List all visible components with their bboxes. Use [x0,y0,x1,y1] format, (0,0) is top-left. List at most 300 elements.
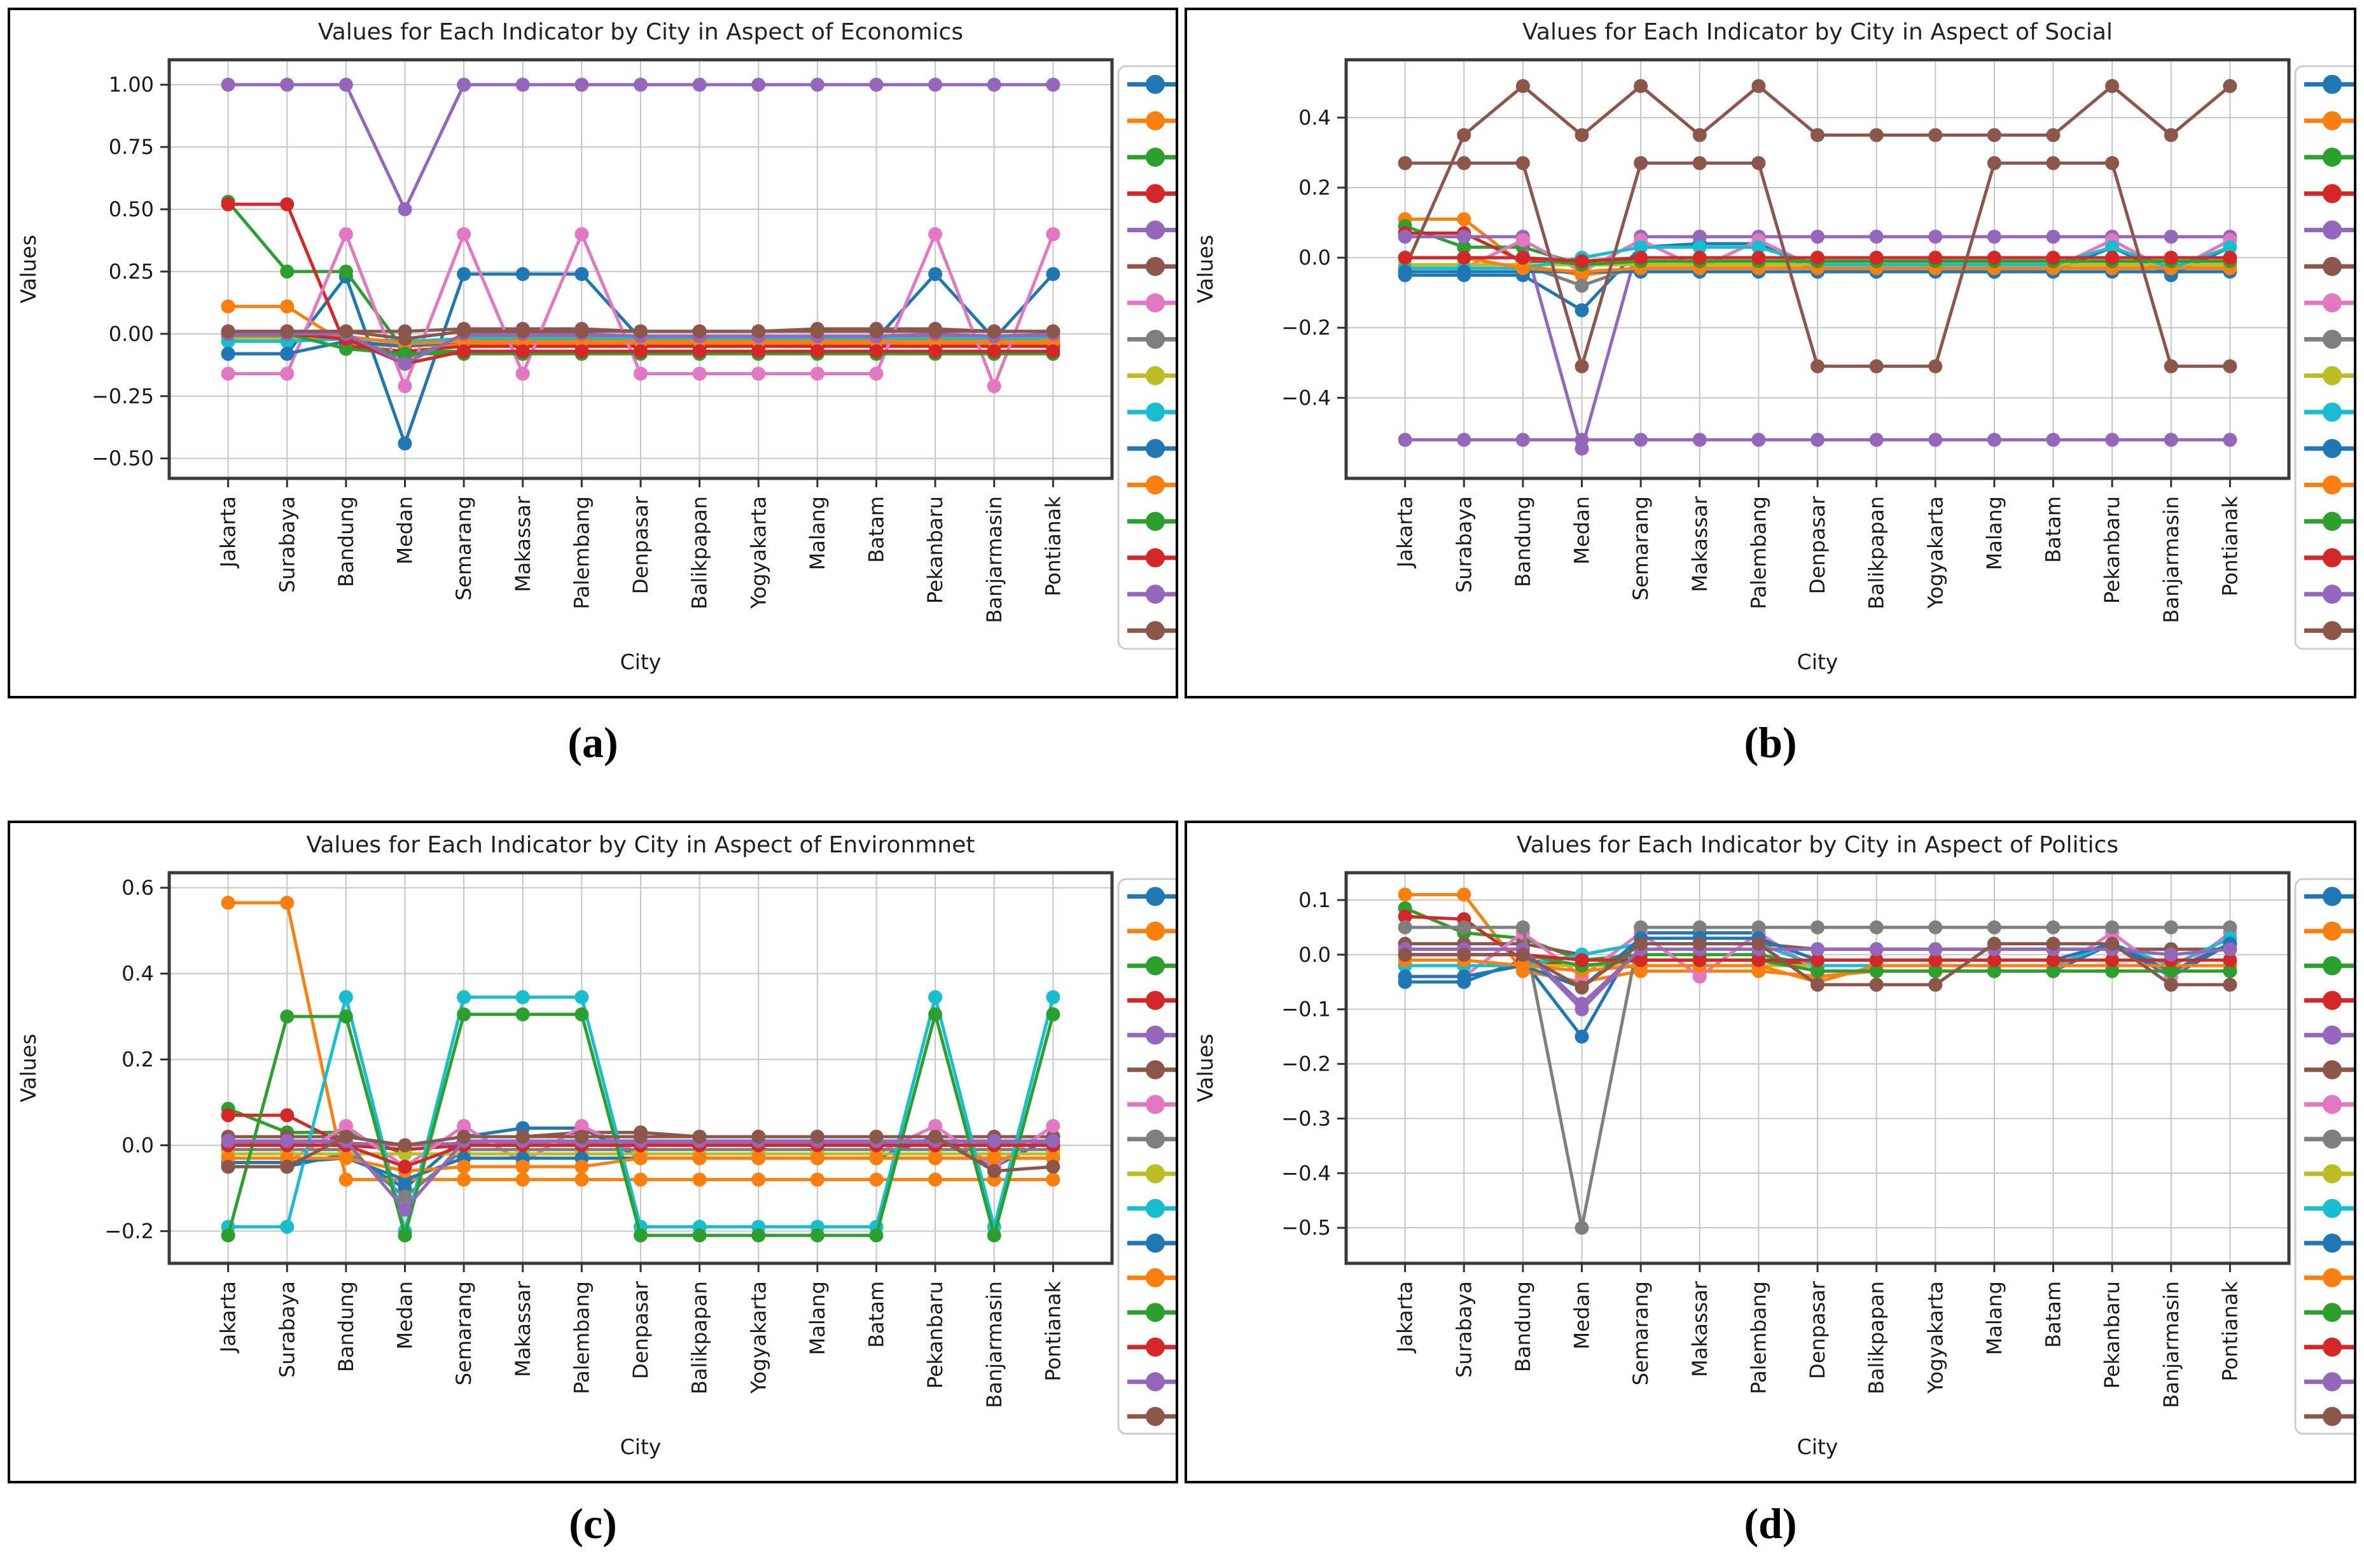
series-marker-indicator-08 [2105,920,2119,934]
series-marker-indicator-16 [987,324,1001,338]
series-marker-indicator-16 [693,1130,707,1144]
caption-b: (b) [1744,718,1797,767]
series-marker-indicator-06 [1693,128,1707,142]
series-marker-indicator-06 [1928,128,1942,142]
series-marker-indicator-08 [1987,920,2001,934]
legend-marker-indicator-15 [2323,585,2342,604]
series-marker-indicator-13 [693,1228,707,1242]
legend-marker-indicator-02 [1146,922,1165,941]
series-marker-indicator-16 [928,1130,942,1144]
series-marker-indicator-06 [1870,128,1884,142]
series-marker-indicator-14 [398,1160,412,1174]
xtick-label: Bandung [333,496,358,588]
chart-title: Values for Each Indicator by City in Aspect of Economics [317,19,964,45]
series-marker-indicator-16 [1987,156,2001,170]
ytick-label: 0.4 [1298,105,1331,130]
xtick-label: Denpasar [629,496,653,594]
series-marker-indicator-13 [810,1228,824,1242]
series-marker-indicator-07 [398,379,412,393]
series-marker-indicator-16 [2047,156,2061,170]
series-marker-indicator-05 [1811,230,1825,244]
legend-marker-indicator-04 [2323,991,2342,1010]
legend-marker-indicator-10 [2323,1199,2342,1218]
series-marker-indicator-13 [398,1228,412,1242]
series-marker-indicator-16 [339,1130,353,1144]
legend-marker-indicator-04 [1146,991,1165,1010]
series-marker-indicator-16 [574,1130,588,1144]
legend-marker-indicator-05 [2323,1025,2342,1044]
series-marker-indicator-14 [574,344,588,358]
series-marker-indicator-14 [1516,251,1530,265]
legend-marker-indicator-12 [1146,475,1165,494]
ytick-label: 0.6 [122,875,154,900]
caption-c: (c) [569,1499,617,1548]
series-marker-indicator-11 [1457,265,1471,279]
series-marker-indicator-15 [2105,433,2119,447]
legend-marker-indicator-02 [2323,922,2342,941]
series-marker-indicator-06 [2105,79,2119,93]
series-marker-indicator-16 [280,1160,294,1174]
series-marker-indicator-05 [1398,230,1412,244]
xtick-label: Palembang [1746,496,1771,609]
legend-marker-indicator-14 [2323,1338,2342,1357]
xtick-label: Yogyakarta [1923,1281,1948,1394]
legend-marker-indicator-05 [2323,221,2342,240]
legend-marker-indicator-10 [1146,1199,1165,1218]
legend-marker-indicator-16 [1146,1407,1165,1426]
legend-marker-indicator-04 [2323,184,2342,203]
series-marker-indicator-01 [1046,267,1060,281]
ytick-label: −0.3 [1281,1106,1331,1131]
xtick-label: Batam [2041,496,2066,563]
series-marker-indicator-03 [280,265,294,279]
series-marker-indicator-06 [1987,128,2001,142]
subplot-economics [8,8,1178,698]
series-marker-indicator-06 [1634,79,1648,93]
series-marker-indicator-15 [1811,942,1825,956]
series-marker-indicator-10 [928,990,942,1004]
xtick-label: Batam [2041,1281,2066,1348]
ytick-label: −0.2 [1281,316,1331,340]
series-marker-indicator-13 [870,1228,884,1242]
xtick-label: Makassar [1687,496,1712,592]
caption-a: (a) [567,718,618,767]
xtick-label: Surabaya [275,496,300,593]
series-marker-indicator-12 [457,1160,471,1174]
series-marker-indicator-13 [1046,1008,1060,1022]
chart-environment [10,823,1176,1481]
series-marker-indicator-15 [1811,433,1825,447]
series-marker-indicator-07 [928,227,942,241]
series-marker-indicator-16 [1928,978,1942,992]
series-marker-indicator-16 [574,324,588,338]
series-marker-indicator-14 [1398,251,1412,265]
series-marker-indicator-04 [280,1108,294,1122]
xtick-label: Yogyakarta [746,496,771,609]
xtick-label: Malang [1982,496,2006,571]
xtick-label: Balikpapan [1864,496,1889,609]
series-marker-indicator-14 [751,344,765,358]
xtick-label: Banjarmasin [982,496,1006,623]
xtick-label: Pekanbaru [2100,496,2125,604]
legend-marker-indicator-08 [1146,1130,1165,1149]
series-marker-indicator-07 [339,227,353,241]
series-marker-indicator-15 [1634,433,1648,447]
series-marker-indicator-16 [1870,359,1884,373]
legend-marker-indicator-03 [1146,148,1165,167]
series-marker-indicator-01 [457,267,471,281]
series-marker-indicator-14 [1634,251,1648,265]
legend-marker-indicator-10 [2323,403,2342,422]
series-marker-indicator-16 [2047,937,2061,951]
series-marker-indicator-12 [751,1151,765,1165]
series-marker-indicator-14 [810,344,824,358]
series-marker-indicator-14 [2047,251,2061,265]
legend-marker-indicator-06 [2323,1060,2342,1079]
legend-marker-indicator-14 [1146,548,1165,567]
series-marker-indicator-05 [221,78,235,92]
series-marker-indicator-14 [2164,251,2178,265]
series-marker-indicator-16 [1398,948,1412,962]
chart-title: Values for Each Indicator by City in Aspect of Environmnet [306,832,975,858]
series-marker-indicator-14 [634,344,648,358]
series-marker-indicator-16 [1516,156,1530,170]
series-marker-indicator-14 [1046,344,1060,358]
series-marker-indicator-02 [810,1172,824,1186]
legend-marker-indicator-08 [2323,330,2342,349]
legend-marker-indicator-01 [1146,887,1165,906]
series-marker-indicator-16 [2164,978,2178,992]
xtick-label: Pekanbaru [923,496,948,604]
series-marker-indicator-05 [634,78,648,92]
xtick-label: Pontianak [1041,1281,1066,1382]
xtick-label: Denpasar [1805,1281,1830,1379]
xtick-label: Semarang [452,496,476,601]
xtick-label: Bandung [1510,1281,1535,1373]
series-marker-indicator-08 [1928,920,1942,934]
xtick-label: Jakarta [1393,1281,1417,1352]
series-marker-indicator-15 [2223,942,2237,956]
series-marker-indicator-05 [2164,230,2178,244]
xtick-label: Balikpapan [687,1281,712,1394]
legend-marker-indicator-01 [2323,887,2342,906]
series-marker-indicator-01 [398,436,412,450]
legend-marker-indicator-11 [2323,1233,2342,1252]
xtick-label: Semarang [1629,1281,1653,1386]
legend-marker-indicator-16 [2323,1407,2342,1426]
legend-marker-indicator-04 [1146,184,1165,203]
series-marker-indicator-05 [339,78,353,92]
series-marker-indicator-15 [398,357,412,371]
legend-marker-indicator-15 [1146,1372,1165,1391]
series-marker-indicator-10 [1046,990,1060,1004]
series-marker-indicator-07 [221,367,235,381]
series-marker-indicator-14 [870,344,884,358]
series-marker-indicator-07 [810,367,824,381]
legend-marker-indicator-15 [1146,585,1165,604]
ytick-label: 1.00 [108,73,154,97]
series-marker-indicator-12 [987,1151,1001,1165]
series-marker-indicator-15 [1457,433,1471,447]
series-marker-indicator-16 [1634,156,1648,170]
series-marker-indicator-07 [634,367,648,381]
series-marker-indicator-06 [2047,128,2061,142]
xtick-label: Makassar [510,496,535,592]
yaxis-label: Values [1193,235,1218,303]
legend-marker-indicator-09 [1146,1164,1165,1183]
legend-marker-indicator-06 [1146,1060,1165,1079]
series-marker-indicator-16 [693,324,707,338]
legend-marker-indicator-08 [1146,330,1165,349]
legend-marker-indicator-02 [2323,111,2342,130]
xtick-label: Pontianak [2218,496,2242,597]
legend-marker-indicator-07 [2323,293,2342,312]
series-marker-indicator-02 [221,896,235,910]
xtick-label: Bandung [333,1281,358,1373]
series-marker-indicator-16 [1751,937,1765,951]
series-marker-indicator-16 [870,1130,884,1144]
xtick-label: Pekanbaru [2100,1281,2125,1389]
series-marker-indicator-12 [574,1160,588,1174]
series-marker-indicator-05 [516,78,530,92]
series-marker-indicator-08 [1575,279,1589,293]
ytick-label: −0.2 [1281,1051,1331,1076]
xtick-label: Surabaya [275,1281,300,1378]
series-marker-indicator-07 [1046,227,1060,241]
series-marker-indicator-16 [810,324,824,338]
ytick-label: −0.4 [1281,385,1331,410]
legend-marker-indicator-16 [2323,621,2342,640]
series-marker-indicator-15 [280,1134,294,1148]
series-marker-indicator-15 [1928,433,1942,447]
series-marker-indicator-16 [221,1160,235,1174]
series-marker-indicator-16 [398,1138,412,1152]
series-marker-indicator-02 [516,1172,530,1186]
series-marker-indicator-08 [2047,920,2061,934]
legend-marker-indicator-10 [1146,403,1165,422]
legend-marker-indicator-07 [2323,1095,2342,1114]
series-marker-indicator-14 [1811,251,1825,265]
legend-marker-indicator-11 [2323,439,2342,458]
series-marker-indicator-16 [1516,948,1530,962]
ytick-label: −0.4 [1281,1161,1331,1186]
series-marker-indicator-02 [1457,212,1471,226]
series-marker-indicator-11 [1398,265,1412,279]
ytick-label: −0.2 [104,1219,154,1244]
legend-marker-indicator-12 [1146,1268,1165,1287]
xtick-label: Bandung [1510,496,1535,588]
series-marker-indicator-15 [1046,1134,1060,1148]
series-marker-indicator-16 [1457,948,1471,962]
series-marker-indicator-12 [693,1151,707,1165]
series-marker-indicator-15 [1575,997,1589,1011]
series-marker-indicator-15 [1398,433,1412,447]
legend-marker-indicator-02 [1146,111,1165,130]
xtick-label: Pekanbaru [923,1281,948,1389]
ytick-label: −0.50 [91,446,154,471]
series-marker-indicator-05 [751,78,765,92]
xtick-label: Denpasar [1805,496,1830,594]
xtick-label: Batam [864,496,889,563]
xtick-label: Batam [864,1281,889,1348]
series-marker-indicator-16 [339,324,353,338]
series-marker-indicator-16 [1046,324,1060,338]
legend-marker-indicator-03 [2323,148,2342,167]
series-marker-indicator-12 [810,1151,824,1165]
ytick-label: 0.2 [1298,175,1331,200]
series-marker-indicator-08 [1516,920,1530,934]
chart-title: Values for Each Indicator by City in Aspect of Politics [1516,832,2119,858]
yaxis-label: Values [16,235,41,303]
series-marker-indicator-05 [1987,230,2001,244]
series-marker-indicator-08 [1457,920,1471,934]
series-marker-indicator-12 [516,1160,530,1174]
series-marker-indicator-14 [457,344,471,358]
ytick-label: 0.00 [108,321,154,346]
series-marker-indicator-07 [987,379,1001,393]
series-marker-indicator-16 [1751,156,1765,170]
series-marker-indicator-07 [693,367,707,381]
xtick-label: Balikpapan [687,496,712,609]
legend-marker-indicator-09 [2323,366,2342,385]
xaxis-label: City [1797,649,1839,674]
xtick-label: Banjarmasin [982,1281,1006,1408]
series-marker-indicator-15 [1987,433,2001,447]
legend-marker-indicator-14 [1146,1338,1165,1357]
series-marker-indicator-04 [221,197,235,211]
xtick-label: Jakarta [216,496,240,567]
series-marker-indicator-16 [280,324,294,338]
series-marker-indicator-14 [1751,251,1765,265]
legend-marker-indicator-06 [1146,257,1165,276]
series-marker-indicator-15 [1693,433,1707,447]
series-marker-indicator-14 [516,344,530,358]
legend-marker-indicator-05 [1146,221,1165,240]
xaxis-label: City [620,649,662,674]
series-marker-indicator-15 [2223,433,2237,447]
series-marker-indicator-14 [928,344,942,358]
series-marker-indicator-16 [928,324,942,338]
series-marker-indicator-11 [280,347,294,361]
series-marker-indicator-16 [751,1130,765,1144]
series-marker-indicator-15 [398,1203,412,1217]
yaxis-label: Values [16,1034,41,1102]
xtick-label: Medan [1569,496,1594,565]
legend-marker-indicator-11 [1146,439,1165,458]
series-marker-indicator-16 [1928,359,1942,373]
series-marker-indicator-10 [516,990,530,1004]
xtick-label: Pontianak [1041,496,1066,597]
series-marker-indicator-04 [280,197,294,211]
series-marker-indicator-15 [1928,942,1942,956]
series-marker-indicator-16 [2105,156,2119,170]
xtick-label: Malang [805,1281,830,1356]
series-marker-indicator-08 [1575,1221,1589,1235]
yaxis-label: Values [1193,1034,1218,1102]
series-marker-indicator-05 [693,78,707,92]
series-marker-indicator-16 [1457,156,1471,170]
series-marker-indicator-07 [1046,1119,1060,1133]
xaxis-label: City [1797,1434,1839,1459]
legend-marker-indicator-06 [2323,257,2342,276]
series-marker-indicator-16 [516,1130,530,1144]
series-marker-indicator-14 [1870,251,1884,265]
series-marker-indicator-15 [2164,433,2178,447]
series-marker-indicator-05 [1046,78,1060,92]
series-marker-indicator-03 [339,265,353,279]
ytick-label: 0.0 [1298,942,1331,967]
series-marker-indicator-11 [1398,969,1412,983]
series-marker-indicator-16 [457,324,471,338]
xtick-label: Surabaya [1452,496,1477,593]
series-marker-indicator-16 [634,324,648,338]
legend-marker-indicator-16 [1146,621,1165,640]
series-marker-indicator-02 [280,300,294,314]
ytick-label: 0.4 [122,961,154,986]
series-marker-indicator-05 [1457,230,1471,244]
xtick-label: Yogyakarta [746,1281,771,1394]
series-marker-indicator-15 [1751,433,1765,447]
series-marker-indicator-11 [1457,969,1471,983]
series-marker-indicator-16 [1693,156,1707,170]
series-marker-indicator-05 [870,78,884,92]
series-marker-indicator-01 [1575,303,1589,317]
series-marker-indicator-16 [2164,359,2178,373]
series-marker-indicator-08 [2164,920,2178,934]
series-marker-indicator-02 [280,896,294,910]
legend-marker-indicator-13 [1146,1303,1165,1322]
xtick-label: Semarang [452,1281,476,1386]
xtick-label: Palembang [569,496,594,609]
series-marker-indicator-13 [574,1008,588,1022]
series-marker-indicator-16 [457,1130,471,1144]
subplot-environment [8,821,1178,1483]
series-marker-indicator-07 [574,227,588,241]
ytick-label: 0.25 [108,259,154,284]
ytick-label: 0.1 [1298,887,1331,912]
series-marker-indicator-10 [457,990,471,1004]
series-marker-indicator-15 [987,1134,1001,1148]
chart-politics [1187,823,2354,1481]
series-marker-indicator-16 [1987,937,2001,951]
series-marker-indicator-16 [2223,978,2237,992]
legend-marker-indicator-08 [2323,1130,2342,1149]
legend-marker-indicator-12 [2323,1268,2342,1287]
series-marker-indicator-15 [1870,942,1884,956]
series-marker-indicator-12 [339,1151,353,1165]
series-marker-indicator-05 [574,78,588,92]
series-marker-indicator-16 [1634,937,1648,951]
series-marker-indicator-16 [751,324,765,338]
series-marker-indicator-16 [1811,978,1825,992]
series-marker-indicator-06 [2223,79,2237,93]
series-marker-indicator-05 [987,78,1001,92]
series-marker-indicator-04 [221,1108,235,1122]
series-marker-indicator-14 [1693,251,1707,265]
series-marker-indicator-07 [457,227,471,241]
xtick-label: Yogyakarta [1923,496,1948,609]
series-marker-indicator-13 [339,1009,353,1023]
series-marker-indicator-14 [1987,251,2001,265]
legend-marker-indicator-01 [1146,75,1165,94]
series-marker-indicator-05 [2047,230,2061,244]
series-marker-indicator-01 [1575,1030,1589,1044]
xtick-label: Medan [1569,1281,1594,1350]
legend-marker-indicator-01 [2323,75,2342,94]
series-marker-indicator-02 [870,1172,884,1186]
legend-marker-indicator-14 [2323,548,2342,567]
series-marker-indicator-14 [987,344,1001,358]
